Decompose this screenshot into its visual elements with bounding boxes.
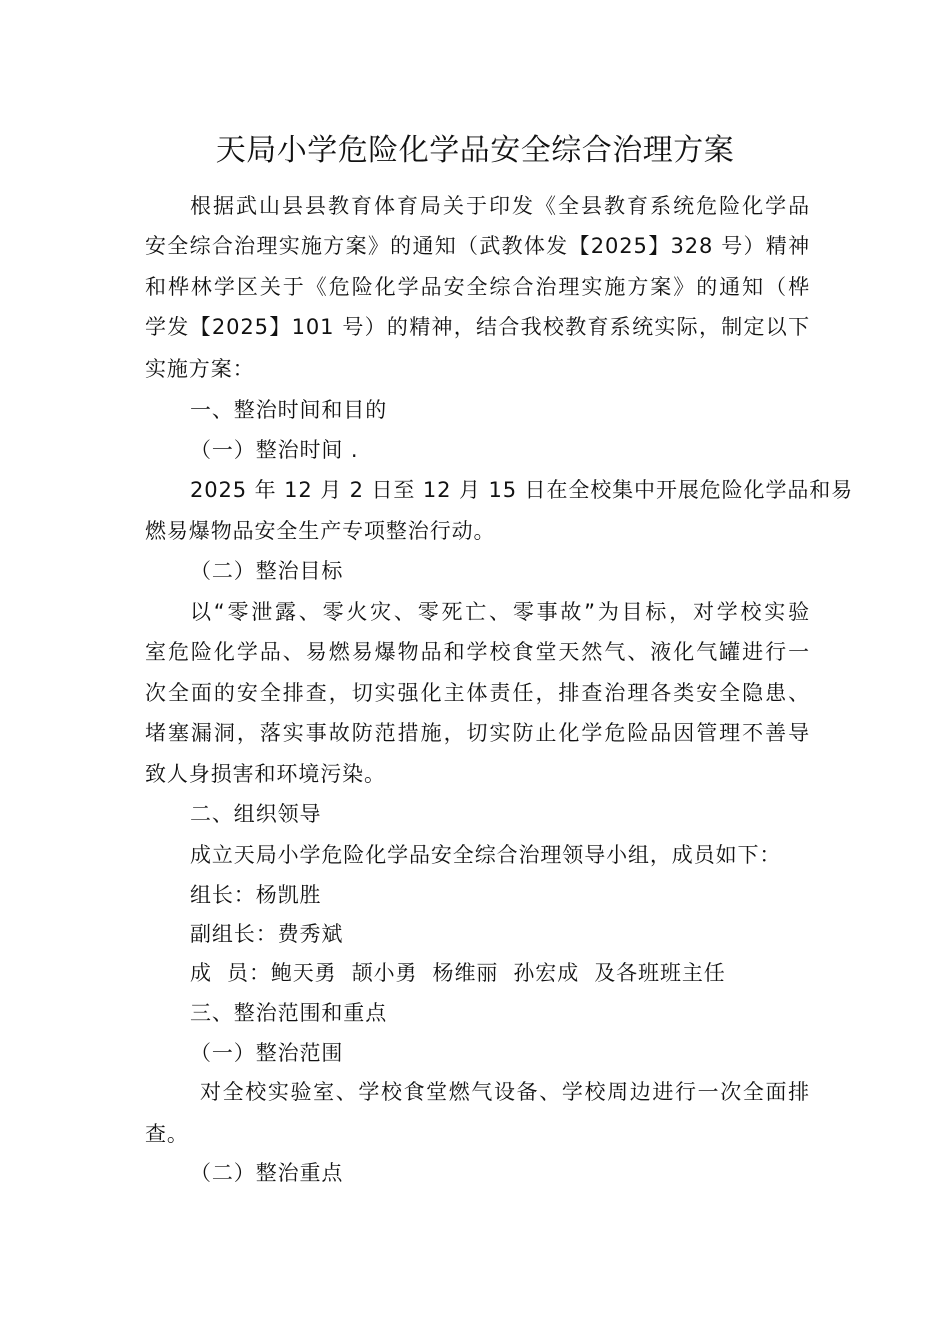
intro-line-3: 和桦林学区关于《危险化学品安全综合治理实施方案》的通知（桦: [145, 275, 810, 299]
section3-heading: 三、整治范围和重点: [190, 1001, 388, 1025]
section2-members: 成 员：鲍天勇 颉小勇 杨维丽 孙宏成 及各班班主任: [190, 961, 726, 985]
intro-line-2: 安全综合治理实施方案》的通知（武教体发【2025】328 号）精神: [145, 234, 810, 258]
section3-sub1-heading: （一）整治范围: [190, 1041, 344, 1065]
intro-line-4: 学发【2025】101 号）的精神，结合我校教育系统实际，制定以下: [145, 315, 810, 339]
section3-sub1-line-1: 对全校实验室、学校食堂燃气设备、学校周边进行一次全面排: [200, 1080, 810, 1104]
section1-sub1-line-1: 2025 年 12 月 2 日至 12 月 15 日在全校集中开展危险化学品和易: [190, 478, 854, 502]
section1-sub2-line-2: 室危险化学品、易燃易爆物品和学校食堂天然气、液化气罐进行一: [145, 640, 810, 664]
section2-deputy: 副组长：费秀斌: [190, 922, 344, 946]
section1-sub1-line-2: 燃易爆物品安全生产专项整治行动。: [145, 519, 496, 543]
section1-sub2-line-3: 次全面的安全排查，切实强化主体责任，排查治理各类安全隐患、: [145, 681, 810, 705]
section2-heading: 二、组织领导: [190, 802, 322, 826]
document-title: 天局小学危险化学品安全综合治理方案: [215, 133, 735, 168]
section1-sub2-heading: （二）整治目标: [190, 559, 344, 583]
section1-sub2-line-4: 堵塞漏洞，落实事故防范措施，切实防止化学危险品因管理不善导: [145, 721, 810, 745]
section1-sub1-heading: （一）整治时间 .: [190, 438, 359, 462]
section1-sub2-line-5: 致人身损害和环境污染。: [145, 762, 386, 786]
intro-line-5: 实施方案：: [145, 357, 255, 381]
section2-intro: 成立天局小学危险化学品安全综合治理领导小组，成员如下：: [190, 843, 782, 867]
intro-line-1: 根据武山县县教育体育局关于印发《全县教育系统危险化学品: [190, 194, 810, 218]
section1-heading: 一、整治时间和目的: [190, 398, 388, 422]
section2-leader: 组长：杨凯胜: [190, 883, 322, 907]
section1-sub2-line-1: 以“零泄露、零火灾、零死亡、零事故”为目标，对学校实验: [190, 600, 810, 624]
section3-sub1-line-2: 查。: [145, 1122, 189, 1146]
section3-sub2-heading: （二）整治重点: [190, 1161, 344, 1185]
